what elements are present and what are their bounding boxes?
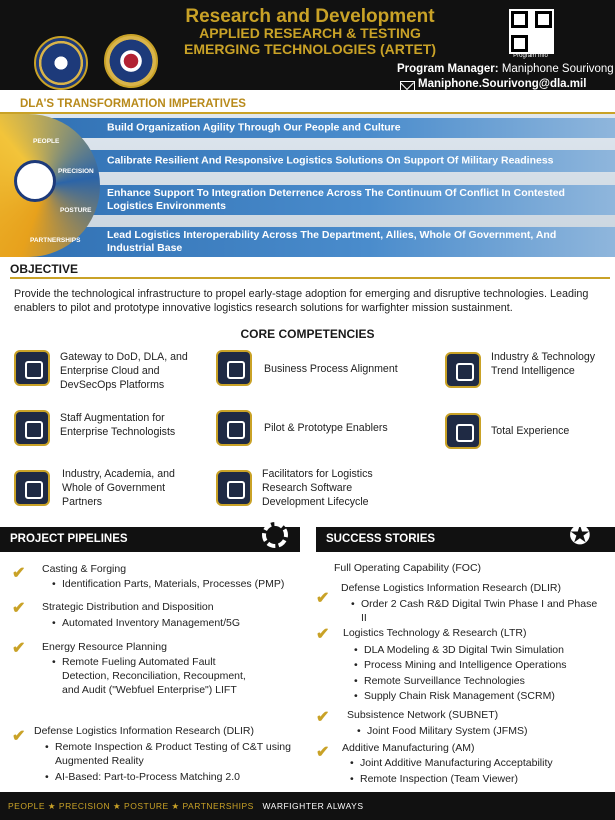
program-manager-name: Maniphone Sourivong xyxy=(501,63,614,75)
success-heading: Defense Logistics Information Research (DLIR) xyxy=(341,582,562,594)
success-bullet: • Order 2 Cash R&D Digital Twin Phase I and Phase II xyxy=(361,597,601,625)
competency-item: Facilitators for Logistics Research Software Development Lifecycle xyxy=(262,468,373,508)
imperative-item xyxy=(0,227,615,257)
pipeline-heading: Energy Resource Planning xyxy=(42,641,167,653)
success-bullet: • Joint Food Military System (JFMS) xyxy=(367,724,607,738)
competency-item: Gateway to DoD, DLA, and Enterprise Cloud and DevSecOps Platforms xyxy=(60,351,188,391)
check-icon: ✔ xyxy=(12,600,26,617)
pipeline-bullet: • Identification Parts, Materials, Processes (PMP) xyxy=(62,577,302,591)
check-icon: ✔ xyxy=(316,590,330,607)
wheel-label-partnerships: PARTNERSHIPS xyxy=(30,237,81,244)
competency-item: Pilot & Prototype Enablers xyxy=(264,422,388,434)
program-manager-label: Program Manager: xyxy=(397,63,499,75)
footer-tagline: WARFIGHTER ALWAYS xyxy=(262,801,364,811)
wheel-label-precision: PRECISION xyxy=(58,168,94,175)
check-icon: ✔ xyxy=(316,744,330,761)
success-heading: Subsistence Network (SUBNET) xyxy=(347,709,499,721)
footer-item: PRECISION xyxy=(58,801,111,811)
page-subtitle-1: APPLIED RESEARCH & TESTING xyxy=(199,25,421,41)
success-bullet: • Remote Inspection (Team Viewer) xyxy=(360,772,610,786)
wheel-label-posture: POSTURE xyxy=(60,207,92,214)
success-heading: Logistics Technology & Research (LTR) xyxy=(343,627,527,639)
pipeline-bullet: • Remote Fueling Automated Fault Detection, Reconciliation, Recoupment, and Audit ("Webfuel Enterprise") LIFT xyxy=(62,655,262,697)
competency-item: Industry, Academia, and Whole of Government Partners xyxy=(62,468,175,508)
wheel-label-people: PEOPLE xyxy=(33,138,60,145)
imperative-text: Build Organization Agility Through Our People and Culture xyxy=(107,121,401,134)
success-stories-title: SUCCESS STORIES xyxy=(326,533,436,545)
imperative-item xyxy=(0,118,615,138)
star-icon: ★ xyxy=(113,801,122,811)
pipeline-bullet: • Remote Inspection & Product Testing of C&T using Augmented Reality xyxy=(55,740,295,768)
imperative-text: Lead Logistics Interoperability Across The Department, Allies, Whole Of Government, And Industrial Base xyxy=(107,229,557,254)
footer-item: PARTNERSHIPS xyxy=(182,801,254,811)
objective-title: OBJECTIVE xyxy=(10,262,79,276)
page-subtitle-2: EMERGING TECHNOLOGIES (ARTET) xyxy=(184,41,436,57)
program-manager xyxy=(397,63,614,75)
success-bullet: • Joint Additive Manufacturing Acceptability xyxy=(360,756,610,770)
star-icon: ★ xyxy=(47,801,57,811)
dod-seal-logo xyxy=(34,36,88,90)
check-icon: ✔ xyxy=(12,640,26,657)
footer-text xyxy=(8,801,364,812)
page-title: Research and Development xyxy=(185,6,435,27)
imperatives-title: DLA'S TRANSFORMATION IMPERATIVES xyxy=(20,98,246,110)
pipeline-heading: Strategic Distribution and Disposition xyxy=(42,601,214,613)
pipeline-heading: Defense Logistics Information Research (DLIR) xyxy=(34,725,255,737)
prototype-icon xyxy=(216,410,252,446)
check-icon: ✔ xyxy=(12,728,26,745)
core-competencies-title: CORE COMPETENCIES xyxy=(240,327,375,341)
competency-item: Staff Augmentation for Enterprise Technologists xyxy=(60,412,176,438)
software-lifecycle-icon xyxy=(216,470,252,506)
check-icon: ✔ xyxy=(316,709,330,726)
footer-item: POSTURE xyxy=(124,801,169,811)
project-pipelines-header xyxy=(0,527,300,552)
pipeline-bullet: • AI-Based: Part-to-Process Matching 2.0 xyxy=(55,770,295,784)
email-link[interactable]: Maniphone.Sourivong@dla.mil xyxy=(418,78,587,90)
check-icon: ✔ xyxy=(12,565,26,582)
pipeline-heading: Casting & Forging xyxy=(42,563,127,575)
competency-item: Business Process Alignment xyxy=(264,363,398,375)
star-icon: ✪ xyxy=(569,520,591,550)
mail-icon xyxy=(400,81,415,92)
pipeline-bullet: • Automated Inventory Management/5G xyxy=(62,616,302,630)
imperative-text: Enhance Support To Integration Deterrence Across The Continuum Of Conflict In Contested Logistics Environments xyxy=(107,187,565,212)
competency-item: Industry & Technology Trend Intelligence xyxy=(491,351,596,377)
gear-icon xyxy=(262,522,288,548)
success-intro: Full Operating Capability (FOC) xyxy=(334,562,482,574)
staff-team-icon xyxy=(14,410,50,446)
objective-divider xyxy=(10,277,610,279)
success-bullet: • Supply Chain Risk Management (SCRM) xyxy=(364,689,609,703)
star-icon: ★ xyxy=(171,801,180,811)
project-pipelines-title: PROJECT PIPELINES xyxy=(10,533,128,545)
imperative-text: Calibrate Resilient And Responsive Logistics Solutions On Support Of Military Readiness xyxy=(107,154,554,167)
check-icon: ✔ xyxy=(316,626,330,643)
success-bullet: • Process Mining and Intelligence Operations xyxy=(364,658,609,672)
competency-item: Total Experience xyxy=(491,425,570,437)
dla-seal-logo xyxy=(104,34,158,88)
footer-item: PEOPLE xyxy=(8,801,46,811)
qr-label: Program Info xyxy=(513,53,548,59)
partners-network-icon xyxy=(14,470,50,506)
trend-chart-icon xyxy=(445,352,481,388)
success-heading: Additive Manufacturing (AM) xyxy=(342,742,475,754)
qr-code-icon[interactable] xyxy=(509,9,554,54)
objective-text: Provide the technological infrastructure to propel early-stage adoption for emerging and disruptive technologies. Leading enablers to pilot and prototype innovative logistics research solutions for warfighter mission sustainment. xyxy=(14,288,589,314)
cloud-gateway-icon xyxy=(14,350,50,386)
total-experience-icon xyxy=(445,413,481,449)
success-bullet: • Remote Surveillance Technologies xyxy=(364,674,609,688)
dla-emblem-icon xyxy=(14,160,56,202)
success-bullet: • DLA Modeling & 3D Digital Twin Simulation xyxy=(364,643,609,657)
process-alignment-icon xyxy=(216,350,252,386)
